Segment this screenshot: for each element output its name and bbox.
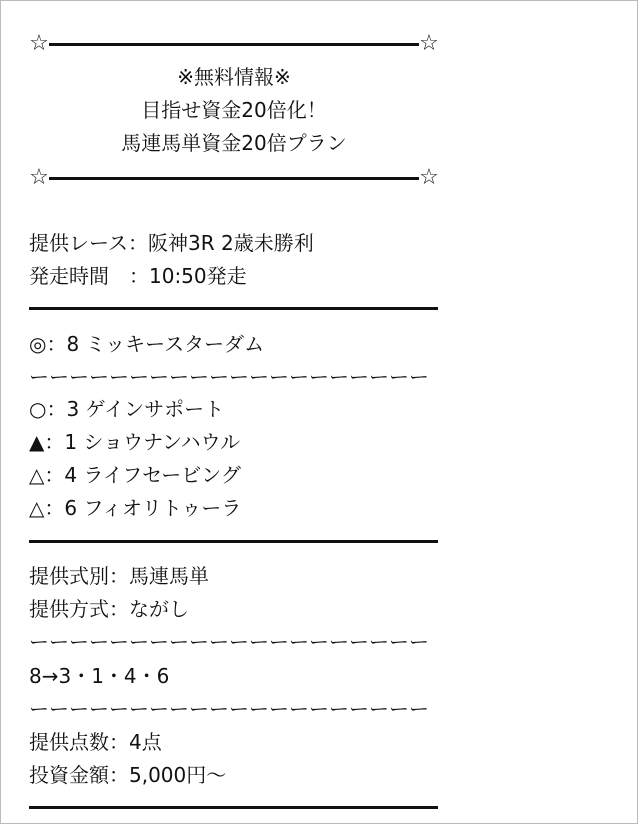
header-line-free-info: ※無料情報※	[177, 65, 291, 89]
dash-divider: ーーーーーーーーーーーーーーーーーーーー	[29, 630, 429, 654]
ticket-method: 提供方式：ながし	[29, 597, 189, 621]
divider-bar	[49, 43, 419, 46]
divider-bar	[49, 177, 419, 180]
header-bottom-divider	[29, 166, 439, 190]
star-left-icon: ☆	[29, 31, 49, 56]
ticket-points: 提供点数：4点	[29, 730, 162, 754]
ticket-combination: 8→3・1・4・6	[29, 664, 170, 688]
race-start-time: 発走時間 ：10:50発走	[29, 264, 247, 288]
header-line-plan: 馬連馬単資金20倍プラン	[121, 131, 347, 155]
pick-renka-1: △：4 ライフセービング	[29, 463, 241, 487]
pick-taikou: ○：3 ゲインサポート	[29, 397, 225, 421]
race-name: 提供レース：阪神3R 2歳未勝利	[29, 231, 314, 255]
star-left-icon: ☆	[29, 165, 49, 190]
pick-honmei: ◎：8 ミッキースターダム	[29, 332, 265, 356]
ticket-type: 提供式別：馬連馬単	[29, 564, 209, 588]
pick-renka-2: △：6 フィオリトゥーラ	[29, 496, 242, 520]
star-right-icon: ☆	[419, 31, 439, 56]
dash-divider: ーーーーーーーーーーーーーーーーーーーー	[29, 697, 429, 721]
section-divider	[29, 806, 438, 809]
pick-tanana: ▲：1 ショウナンハウル	[29, 430, 241, 454]
section-divider	[29, 540, 438, 543]
star-right-icon: ☆	[419, 165, 439, 190]
section-divider	[29, 307, 438, 310]
ticket-amount: 投資金額：5,000円～	[29, 763, 227, 787]
header-line-goal: 目指せ資金20倍化！	[141, 98, 327, 122]
dash-divider: ーーーーーーーーーーーーーーーーーーーー	[29, 365, 429, 389]
header-top-divider	[29, 32, 439, 56]
